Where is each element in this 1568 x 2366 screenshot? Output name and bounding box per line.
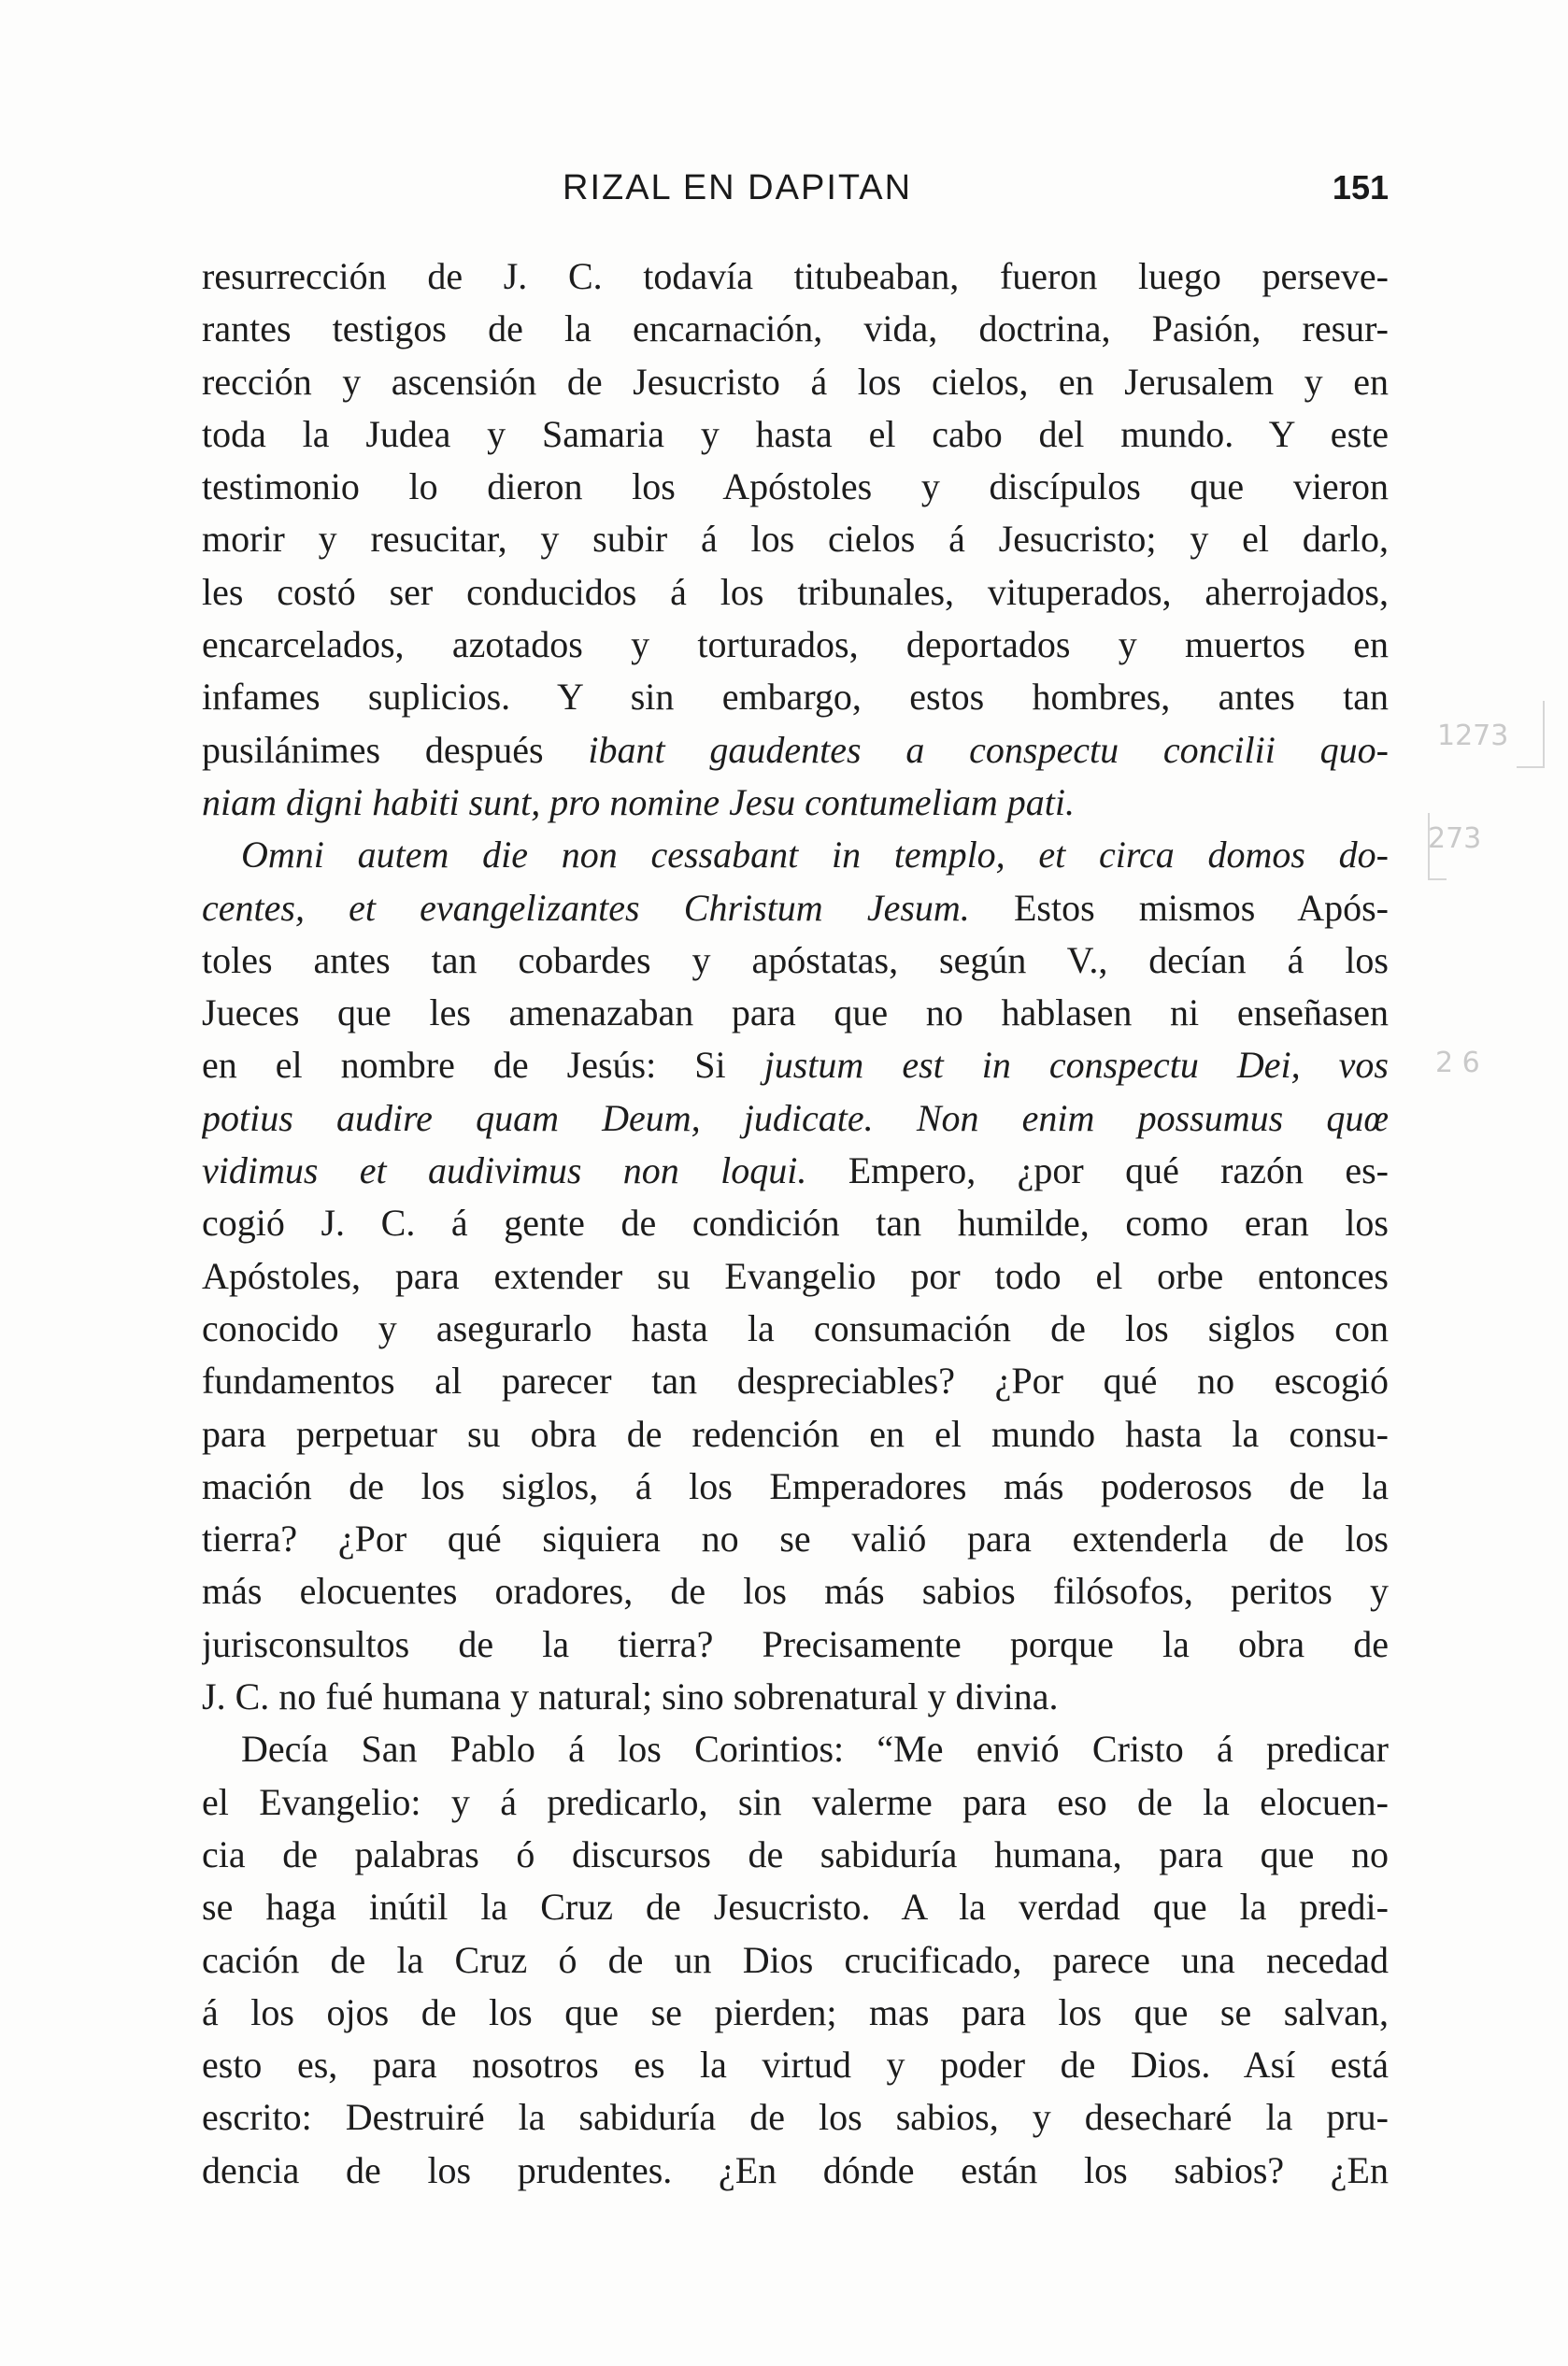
text-segment: cia de palabras ó discursos de sabiduría humana, para que no [202,1832,1389,1875]
text-line [202,671,1389,723]
italic-latin-segment: justum est in conspectu Dei, vos [763,1044,1389,1087]
text-segment: les costó ser conducidos á los tribunales, vituperados, aherrojados, [202,570,1389,613]
text-segment: pusilánimes después [202,728,589,771]
text-line [202,408,1389,461]
text-segment: para perpetuar su obra de redención en el mundo hasta la consu- [202,1412,1389,1455]
text-line [202,1513,1389,1565]
text-line [202,250,1389,303]
italic-latin-segment: potius audire quam Deum, judicate. Non enim possumus quœ [202,1096,1389,1139]
text-line [202,882,1389,934]
text-line [202,513,1389,565]
text-line [202,303,1389,355]
text-line [202,356,1389,408]
italic-latin-segment: vidimus et audivimus non loqui. [202,1149,807,1192]
italic-latin-segment: centes, et evangelizantes Christum Jesum. [202,886,970,929]
text-line [202,1829,1389,1881]
text-segment: toles antes tan cobardes y apóstatas, según V., decían á los [202,938,1389,981]
text-line [202,2091,1389,2144]
margin-pencil-notes [1428,691,1559,1215]
margin-bracket-1 [1517,701,1545,768]
text-line [202,1250,1389,1303]
text-line [202,1145,1389,1197]
text-segment: rantes testigos de la encarnación, vida, doctrina, Pasión, resur- [202,307,1389,350]
text-line [202,1934,1389,1987]
text-segment: J. C. no fué humana y natural; sino sobrenatural y divina. [202,1675,1059,1718]
text-segment: conocido y asegurarlo hasta la consumación de los siglos con [202,1306,1389,1349]
text-segment: tierra? ¿Por qué siquiera no se valió para extenderla de los [202,1518,1389,1561]
text-line [202,1092,1389,1145]
text-segment: el Evangelio: y á predicarlo, sin valerme para eso de la elocuen- [202,1780,1389,1823]
text-line [202,2145,1389,2197]
text-line [202,2039,1389,2091]
text-line [202,1408,1389,1461]
text-line [202,934,1389,987]
text-segment: Apóstoles, para extender su Evangelio por todo el orbe entonces [202,1254,1389,1297]
text-segment: cación de la Cruz ó de un Dios crucificado, parece una necedad [202,1938,1389,1981]
page-header [202,168,1389,234]
italic-latin-segment: niam digni habiti sunt, pro nomine Jesu contumeliam pati. [202,780,1076,823]
text-segment: toda la Judea y Samaria y hasta el cabo del mundo. Y este [202,412,1389,455]
text-segment: morir y resucitar, y subir á los cielos á Jesucristo; y el darlo, [202,518,1389,561]
text-segment: Decía San Pablo á los Corintios: “Me envió Cristo á predicar [241,1728,1389,1771]
text-segment: dencia de los prudentes. ¿En dónde están los sabios? ¿En [202,2148,1389,2191]
text-line [202,1461,1389,1513]
text-segment: testimonio lo dieron los Apóstoles y discípulos que vieron [202,465,1389,508]
text-line [202,1776,1389,1829]
text-line [202,1723,1389,1775]
text-line [202,619,1389,671]
page-number: 151 [1332,168,1389,207]
text-line [202,1881,1389,1933]
text-segment: cogió J. C. á gente de condición tan humilde, como eran los [202,1202,1389,1245]
text-segment: mación de los siglos, á los Emperadores más poderosos de la [202,1464,1389,1507]
text-line [202,829,1389,881]
text-segment: Jueces que les amenazaban para que no hablasen ni enseñasen [202,991,1389,1034]
text-line [202,1303,1389,1355]
text-segment: más elocuentes oradores, de los más sabios filósofos, peritos y [202,1570,1389,1613]
text-line [202,566,1389,619]
text-segment: jurisconsultos de la tierra? Precisamente porque la obra de [202,1622,1389,1665]
margin-note-2: 273 [1428,822,1482,855]
italic-latin-segment: ibant gaudentes a conspectu concilii quo- [588,728,1389,771]
text-line [202,777,1389,829]
body-text [202,250,1389,2197]
text-segment: escrito: Destruiré la sabiduría de los sabios, y desecharé la pru- [202,2096,1389,2139]
margin-note-3: 2 6 [1435,1047,1480,1079]
text-line [202,1671,1389,1723]
text-line [202,461,1389,513]
text-segment: se haga inútil la Cruz de Jesucristo. A la verdad que la predi- [202,1886,1389,1929]
running-title: RIZAL EN DAPITAN [563,168,913,207]
text-line [202,1987,1389,2039]
text-line [202,987,1389,1039]
text-segment: rección y ascensión de Jesucristo á los cielos, en Jerusalem y en [202,360,1389,403]
text-line [202,1197,1389,1249]
text-segment: á los ojos de los que se pierden; mas para los que se salvan, [202,1990,1389,2033]
text-segment: fundamentos al parecer tan despreciables? ¿Por qué no escogió [202,1360,1389,1403]
text-segment: infames suplicios. Y sin embargo, estos hombres, antes tan [202,676,1389,719]
text-segment: esto es, para nosotros es la virtud y poder de Dios. Así está [202,2044,1389,2087]
text-segment: Estos mismos Após- [969,886,1389,929]
text-segment: encarcelados, azotados y torturados, deportados y muertos en [202,623,1389,666]
margin-note-1: 1273 [1437,720,1509,752]
text-segment: en el nombre de Jesús: Si [202,1044,764,1087]
text-segment: Empero, ¿por qué razón es- [806,1149,1389,1192]
text-segment: resurrección de J. C. todavía titubeaban, fueron luego perseve- [202,255,1389,297]
text-line [202,1039,1389,1091]
italic-latin-segment: Omni autem die non cessabant in templo, et circa domos do- [241,834,1389,877]
text-line [202,1618,1389,1671]
text-line [202,1565,1389,1618]
text-line [202,724,1389,777]
text-line [202,1355,1389,1407]
